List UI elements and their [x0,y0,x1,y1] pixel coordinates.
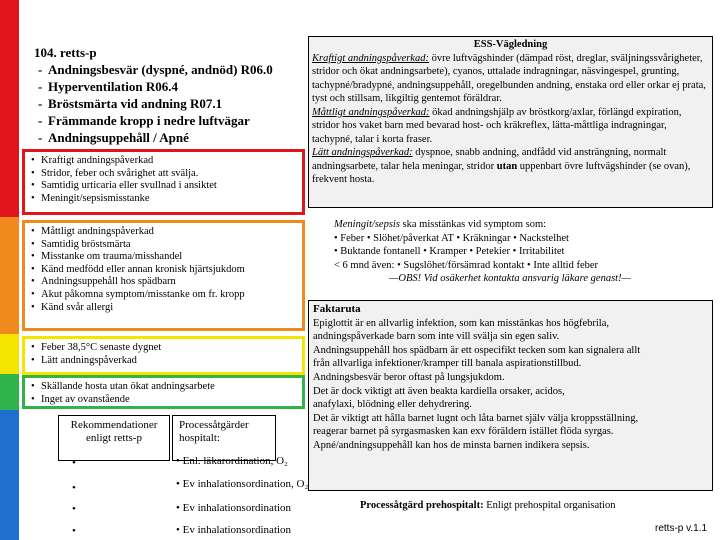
ess-latt [312,146,709,187]
ess-latt-bold: utan [496,160,518,172]
triage-strip-blue [0,410,19,540]
fact-line: anafylaxi, blödning eller dehydrering. [313,399,472,411]
fact-line: Apné/andningsuppehåll kan hos de minsta barnen indikera sepsis. [313,439,590,451]
ess-kraftigt [312,52,709,106]
meningit-sepsis-block [330,218,690,286]
diagnosis-item: - Hyperventilation R06.4 [34,78,304,95]
fact-line: från allvarliga infektioner/kramper till banala aspirationstillbud. [313,358,582,370]
meningit-line: • Feber • Slöhet/påverkat AT • Kräkningar • Nackstelhet [334,232,569,244]
recommendation-bullet: • [72,525,76,537]
triage-strip-red [0,0,19,217]
ess-title: ESS-Vägledning [473,39,548,50]
triage-item: • Känd svår allergi [31,302,296,315]
process-row: • Ev inhalationsordination [176,502,292,514]
triage-item: • Lätt andningspåverkad [31,355,296,368]
process-header: Processåtgärder hospitalt: [172,415,276,461]
process-row: • Ev inhalationsordination, O₂ [176,478,309,490]
recommendation-bullet: • [72,457,76,469]
triage-item: • Meningit/sepsismisstanke [31,193,296,206]
triage-item: • Misstanke om trauma/misshandel [31,251,296,264]
ess-latt-text-end: uppenbart övre luftvägshinder (se ovan), frekvent hosta. [312,160,691,185]
meningit-lead [330,218,690,232]
ess-latt-label: Lätt andningspåverkad: [312,147,413,158]
triage-item: • Känd medfödd eller annan kronisk hjärtsjukdom [31,264,296,277]
triage-box-red [22,149,305,215]
fact-line: Epiglottit är en allvarlig infektion, som kan misstänkas hos högfebrila, [313,317,609,329]
diagnosis-item: - Bröstsmärta vid andning R07.1 [34,95,304,112]
prehospital-process [360,500,615,511]
process-row: • Ev inhalationsordination [176,524,292,536]
triage-item: • Måttligt andningspåverkad [31,226,296,239]
meningit-line: • Buktande fontanell • Kramper • Petekier • Irritabilitet [334,246,565,257]
triage-item: • Kraftigt andningspåverkad [31,155,296,168]
triage-strip-green [0,374,19,410]
fact-line: Andningsbesvär beror oftast på lungsjukdom. [313,371,505,383]
fact-line: reagerar barnet på syrgasmasken kan exv föräldern istället flöda syrgas. [313,426,614,438]
fact-line: andningspåverkade barn som inte vill svälja sin egen saliv. [313,331,560,343]
meningit-line: < 6 mnd även: • Sugslöhet/försämrad kontakt • Inte alltid feber [334,259,599,271]
meningit-lead-rest: ska misstänkas vid symptom som: [399,219,547,230]
ess-kraftigt-label: Kraftigt andningspåverkad: [312,52,429,64]
fact-line: Det är viktigt att hålla barnet lugnt och låta barnet själv välja kroppsställning, [313,412,639,424]
triage-strip-yellow [0,334,19,374]
triage-item: • Samtidig bröstsmärta [31,239,296,252]
ess-latt-text: dyspnoe, snabb andning, andfådd vid ansträngning, normalt andningsarbete, talar hela meningar, stridor [312,147,667,172]
recommendation-bullet: • [72,482,76,494]
fact-box-title: Faktaruta [313,303,361,315]
triage-box-yellow [22,336,305,375]
prehospital-text: Enligt prehospital organisation [483,500,616,511]
triage-item: • Andningsuppehåll hos spädbarn [31,276,296,289]
triage-item: • Stridor, feber och svårighet att svälja. [31,168,296,181]
meningit-lead-italic: Meningit/sepsis [334,219,400,230]
fact-line: Andningsuppehåll hos spädbarn är ett ospecifikt tecken som kan signalera allt [313,344,641,356]
ess-guidance-box [308,36,713,208]
triage-item: • Skällande hosta utan ökat andningsarbete [31,381,296,394]
ess-mattligt [312,106,709,147]
fact-box [308,300,713,491]
page-title: 104. retts-p [34,45,97,60]
diagnosis-item: - Främmande kropp i nedre luftvägar [34,112,304,129]
ess-mattligt-label: Måttligt andningspåverkad: [312,106,430,118]
page-header [34,44,304,146]
triage-box-green [22,375,305,409]
triage-item: • Samtidig urticaria eller svullnad i ansiktet [31,180,296,193]
version-label: retts-p v.1.1 [655,523,708,534]
triage-item: • Feber 38,5°C senaste dygnet [31,342,296,355]
meningit-warning: —OBS! Vid osäkerhet kontakta ansvarig läkare genast!— [389,273,631,284]
fact-line: Det är dock viktigt att även beakta kardiella orsaker, acidos, [313,385,565,397]
recommendation-header: Rekommendationer enligt retts-p [58,415,170,461]
diagnosis-item: - Andningsuppehåll / Apné [34,129,304,146]
triage-item: • Akut påkomna symptom/misstanke om fr. kropp [31,289,296,302]
triage-item: • Inget av ovanstående [31,394,296,407]
ess-kraftigt-text: övre luftvägshinder (dämpad röst, dreglar, sväljningssvårigheter, stridor och ökat andningsarbete), cyanos, uttalade indragningar, näsvingespel, grunting, tachypné/bradypné, andningsuppehåll, oregelbunden andning, enstaka ord eller orkar ej prata, tyst och stillsam, likgiltig gentemot föräldrar. [312,52,706,104]
process-row: • Enl. läkarordination, O₂ [176,455,288,467]
diagnosis-item: - Andningsbesvär (dyspné, andnöd) R06.0 [34,61,304,78]
recommendation-bullet: • [72,503,76,515]
prehospital-label: Processåtgärd prehospitalt: [360,500,484,511]
triage-box-orange [22,220,305,331]
ess-mattligt-text: ökad andningshjälp av bröstkorg/axlar, förlängd expiration, stridor hos vaket barn med bevarad host- och kräkreflex, lätta-måttliga indragningar, tachypné, talar i korta fraser. [312,106,682,145]
triage-strip-orange [0,217,19,334]
diagnosis-list [34,61,304,146]
